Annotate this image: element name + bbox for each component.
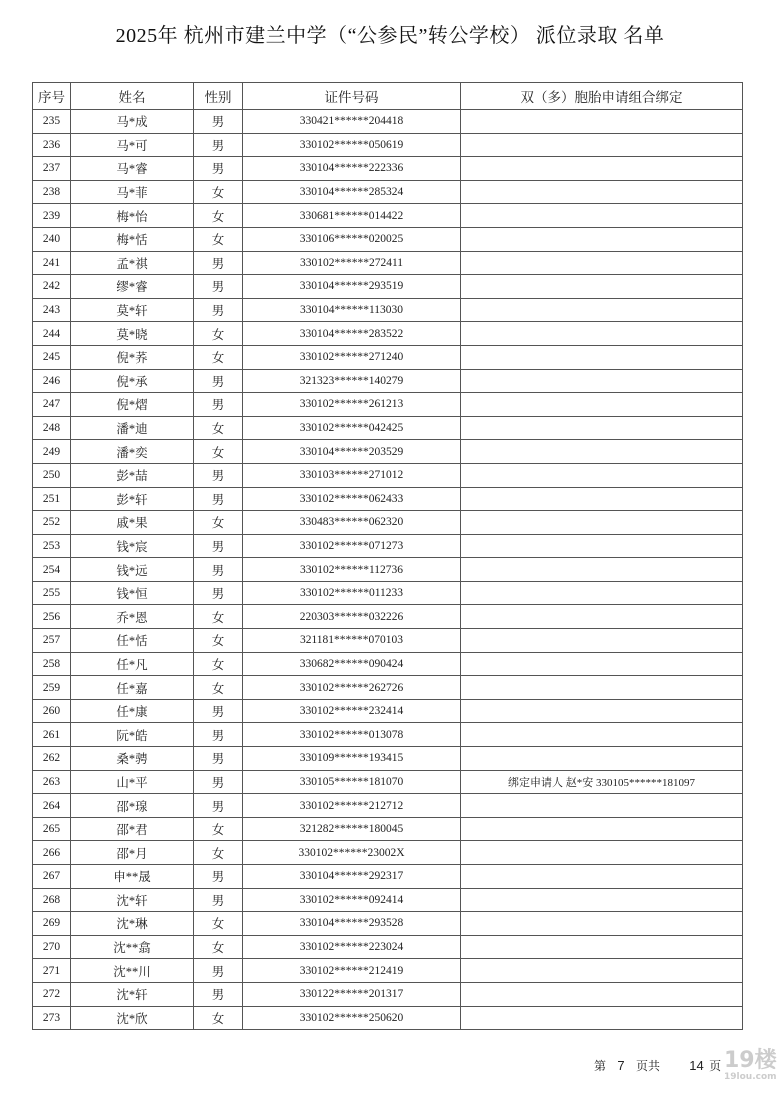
cell-name: 钱*宸 xyxy=(71,534,194,558)
cell-index: 252 xyxy=(33,511,71,535)
cell-gender: 女 xyxy=(194,180,243,204)
cell-gender: 男 xyxy=(194,558,243,582)
table-row xyxy=(33,817,743,841)
cell-twin-binding xyxy=(461,676,743,700)
cell-gender: 女 xyxy=(194,605,243,629)
cell-twin-binding xyxy=(461,133,743,157)
table-row xyxy=(33,487,743,511)
cell-twin-binding xyxy=(461,440,743,464)
table-row xyxy=(33,699,743,723)
cell-id-number: 330102******261213 xyxy=(243,393,461,417)
table-row xyxy=(33,157,743,181)
cell-id-number: 330102******223024 xyxy=(243,935,461,959)
cell-gender: 男 xyxy=(194,157,243,181)
cell-gender: 男 xyxy=(194,888,243,912)
cell-name: 彭*轩 xyxy=(71,487,194,511)
cell-id-number: 330104******285324 xyxy=(243,180,461,204)
table-header-row xyxy=(33,83,743,110)
table-row xyxy=(33,723,743,747)
cell-index: 245 xyxy=(33,345,71,369)
cell-index: 271 xyxy=(33,959,71,983)
cell-twin-binding xyxy=(461,180,743,204)
cell-gender: 男 xyxy=(194,581,243,605)
cell-index: 256 xyxy=(33,605,71,629)
cell-name: 倪*承 xyxy=(71,369,194,393)
cell-id-number: 330102******262726 xyxy=(243,676,461,700)
cell-id-number: 330102******271240 xyxy=(243,345,461,369)
cell-twin-binding xyxy=(461,699,743,723)
table-row xyxy=(33,581,743,605)
table-row xyxy=(33,204,743,228)
cell-index: 264 xyxy=(33,794,71,818)
table-row xyxy=(33,558,743,582)
cell-index: 244 xyxy=(33,322,71,346)
cell-name: 沈*轩 xyxy=(71,982,194,1006)
cell-twin-binding xyxy=(461,322,743,346)
cell-twin-binding xyxy=(461,888,743,912)
cell-name: 莫*轩 xyxy=(71,298,194,322)
table-row xyxy=(33,865,743,889)
admission-table xyxy=(32,82,743,1030)
cell-twin-binding xyxy=(461,841,743,865)
cell-gender: 男 xyxy=(194,275,243,299)
cell-id-number: 330102******272411 xyxy=(243,251,461,275)
cell-index: 267 xyxy=(33,865,71,889)
cell-gender: 男 xyxy=(194,393,243,417)
page-total: 14 xyxy=(689,1058,704,1073)
cell-twin-binding xyxy=(461,157,743,181)
cell-index: 253 xyxy=(33,534,71,558)
cell-id-number: 321181******070103 xyxy=(243,629,461,653)
cell-name: 山*平 xyxy=(71,770,194,794)
cell-index: 246 xyxy=(33,369,71,393)
cell-name: 马*睿 xyxy=(71,157,194,181)
cell-gender: 男 xyxy=(194,747,243,771)
cell-id-number: 330102******250620 xyxy=(243,1006,461,1030)
cell-id-number: 330102******212419 xyxy=(243,959,461,983)
cell-id-number: 330102******062433 xyxy=(243,487,461,511)
cell-index: 269 xyxy=(33,912,71,936)
cell-gender: 女 xyxy=(194,345,243,369)
cell-name: 沈*轩 xyxy=(71,888,194,912)
cell-gender: 女 xyxy=(194,676,243,700)
table-row xyxy=(33,534,743,558)
cell-name: 倪*熠 xyxy=(71,393,194,417)
cell-index: 241 xyxy=(33,251,71,275)
cell-id-number: 330104******222336 xyxy=(243,157,461,181)
cell-twin-binding xyxy=(461,605,743,629)
cell-id-number: 330102******232414 xyxy=(243,699,461,723)
cell-index: 258 xyxy=(33,652,71,676)
table-row xyxy=(33,180,743,204)
cell-id-number: 330102******050619 xyxy=(243,133,461,157)
table-row xyxy=(33,227,743,251)
cell-twin-binding xyxy=(461,747,743,771)
cell-index: 272 xyxy=(33,982,71,1006)
cell-name: 戚*果 xyxy=(71,511,194,535)
cell-id-number: 330104******292317 xyxy=(243,865,461,889)
cell-index: 259 xyxy=(33,676,71,700)
cell-name: 沈**川 xyxy=(71,959,194,983)
table-row xyxy=(33,133,743,157)
cell-twin-binding xyxy=(461,723,743,747)
cell-name: 任*凡 xyxy=(71,652,194,676)
cell-index: 247 xyxy=(33,393,71,417)
table-row xyxy=(33,912,743,936)
cell-index: 242 xyxy=(33,275,71,299)
cell-gender: 男 xyxy=(194,251,243,275)
table-row xyxy=(33,110,743,134)
cell-id-number: 330102******071273 xyxy=(243,534,461,558)
table-body xyxy=(33,110,743,1030)
cell-id-number: 330682******090424 xyxy=(243,652,461,676)
cell-twin-binding: 绑定申请人 赵*安 330105******181097 xyxy=(461,770,743,794)
cell-index: 239 xyxy=(33,204,71,228)
cell-index: 254 xyxy=(33,558,71,582)
cell-id-number: 330122******201317 xyxy=(243,982,461,1006)
cell-twin-binding xyxy=(461,817,743,841)
header-gender: 性别 xyxy=(194,83,243,110)
cell-index: 261 xyxy=(33,723,71,747)
cell-id-number: 330104******203529 xyxy=(243,440,461,464)
cell-id-number: 330102******011233 xyxy=(243,581,461,605)
page-prefix: 第 xyxy=(594,1059,607,1073)
cell-name: 任*恬 xyxy=(71,629,194,653)
cell-index: 266 xyxy=(33,841,71,865)
table-row xyxy=(33,935,743,959)
cell-gender: 女 xyxy=(194,817,243,841)
table-row xyxy=(33,841,743,865)
page-footer xyxy=(594,1057,729,1074)
cell-index: 257 xyxy=(33,629,71,653)
cell-twin-binding xyxy=(461,227,743,251)
cell-id-number: 220303******032226 xyxy=(243,605,461,629)
cell-twin-binding xyxy=(461,110,743,134)
cell-id-number: 330102******112736 xyxy=(243,558,461,582)
cell-gender: 男 xyxy=(194,298,243,322)
cell-id-number: 330681******014422 xyxy=(243,204,461,228)
cell-id-number: 330106******020025 xyxy=(243,227,461,251)
table-row xyxy=(33,1006,743,1030)
cell-name: 马*菲 xyxy=(71,180,194,204)
cell-name: 任*嘉 xyxy=(71,676,194,700)
cell-name: 莫*晓 xyxy=(71,322,194,346)
cell-twin-binding xyxy=(461,369,743,393)
cell-index: 262 xyxy=(33,747,71,771)
cell-gender: 男 xyxy=(194,487,243,511)
header-index: 序号 xyxy=(33,83,71,110)
document-title: 2025年 杭州市建兰中学（“公参民”转公学校） 派位录取 名单 xyxy=(115,25,665,47)
cell-index: 260 xyxy=(33,699,71,723)
table-row xyxy=(33,345,743,369)
cell-twin-binding xyxy=(461,463,743,487)
cell-name: 邵*君 xyxy=(71,817,194,841)
cell-index: 265 xyxy=(33,817,71,841)
cell-gender: 男 xyxy=(194,982,243,1006)
cell-twin-binding xyxy=(461,794,743,818)
cell-index: 273 xyxy=(33,1006,71,1030)
cell-gender: 男 xyxy=(194,534,243,558)
cell-index: 268 xyxy=(33,888,71,912)
cell-gender: 女 xyxy=(194,440,243,464)
cell-name: 沈**翕 xyxy=(71,935,194,959)
table-row xyxy=(33,369,743,393)
cell-id-number: 330102******042425 xyxy=(243,416,461,440)
cell-gender: 女 xyxy=(194,416,243,440)
cell-gender: 女 xyxy=(194,841,243,865)
cell-name: 倪*荞 xyxy=(71,345,194,369)
cell-id-number: 330102******013078 xyxy=(243,723,461,747)
cell-id-number: 330104******113030 xyxy=(243,298,461,322)
cell-twin-binding xyxy=(461,1006,743,1030)
cell-gender: 男 xyxy=(194,699,243,723)
cell-index: 250 xyxy=(33,463,71,487)
cell-twin-binding xyxy=(461,629,743,653)
watermark-url-text: 19lou.com xyxy=(724,1072,777,1082)
cell-name: 桑*骋 xyxy=(71,747,194,771)
cell-gender: 男 xyxy=(194,463,243,487)
cell-name: 马*可 xyxy=(71,133,194,157)
cell-id-number: 330109******193415 xyxy=(243,747,461,771)
cell-gender: 女 xyxy=(194,1006,243,1030)
cell-gender: 男 xyxy=(194,723,243,747)
cell-gender: 女 xyxy=(194,652,243,676)
cell-gender: 男 xyxy=(194,110,243,134)
watermark-logo-text: 19楼 xyxy=(724,1048,777,1073)
cell-twin-binding xyxy=(461,251,743,275)
cell-twin-binding xyxy=(461,275,743,299)
cell-name: 邵*月 xyxy=(71,841,194,865)
watermark-logo xyxy=(724,1050,777,1082)
cell-name: 乔*恩 xyxy=(71,605,194,629)
cell-name: 马*成 xyxy=(71,110,194,134)
cell-twin-binding xyxy=(461,298,743,322)
cell-index: 243 xyxy=(33,298,71,322)
table-row xyxy=(33,511,743,535)
cell-id-number: 330483******062320 xyxy=(243,511,461,535)
cell-twin-binding xyxy=(461,487,743,511)
cell-id-number: 321282******180045 xyxy=(243,817,461,841)
cell-id-number: 330102******092414 xyxy=(243,888,461,912)
cell-index: 248 xyxy=(33,416,71,440)
cell-gender: 女 xyxy=(194,935,243,959)
cell-id-number: 330102******212712 xyxy=(243,794,461,818)
table-row xyxy=(33,416,743,440)
cell-twin-binding xyxy=(461,935,743,959)
cell-gender: 女 xyxy=(194,511,243,535)
cell-id-number: 330103******271012 xyxy=(243,463,461,487)
table-row xyxy=(33,251,743,275)
cell-index: 249 xyxy=(33,440,71,464)
cell-index: 263 xyxy=(33,770,71,794)
page-suffix: 页 xyxy=(709,1059,722,1073)
header-name: 姓名 xyxy=(71,83,194,110)
cell-name: 潘*迪 xyxy=(71,416,194,440)
cell-name: 邵*瑔 xyxy=(71,794,194,818)
cell-index: 270 xyxy=(33,935,71,959)
cell-id-number: 330104******283522 xyxy=(243,322,461,346)
cell-name: 阮*皓 xyxy=(71,723,194,747)
cell-gender: 女 xyxy=(194,322,243,346)
cell-twin-binding xyxy=(461,416,743,440)
cell-name: 彭*喆 xyxy=(71,463,194,487)
cell-twin-binding xyxy=(461,581,743,605)
table-row xyxy=(33,463,743,487)
cell-name: 钱*远 xyxy=(71,558,194,582)
cell-gender: 女 xyxy=(194,629,243,653)
cell-name: 任*康 xyxy=(71,699,194,723)
cell-twin-binding xyxy=(461,865,743,889)
cell-gender: 男 xyxy=(194,133,243,157)
cell-name: 申**晟 xyxy=(71,865,194,889)
table-row xyxy=(33,982,743,1006)
cell-id-number: 330104******293519 xyxy=(243,275,461,299)
cell-index: 235 xyxy=(33,110,71,134)
cell-twin-binding xyxy=(461,393,743,417)
cell-gender: 女 xyxy=(194,204,243,228)
table-row xyxy=(33,298,743,322)
cell-gender: 男 xyxy=(194,865,243,889)
table-row xyxy=(33,676,743,700)
cell-index: 240 xyxy=(33,227,71,251)
cell-gender: 女 xyxy=(194,227,243,251)
cell-name: 钱*恒 xyxy=(71,581,194,605)
cell-index: 255 xyxy=(33,581,71,605)
cell-name: 沈*欣 xyxy=(71,1006,194,1030)
cell-name: 孟*祺 xyxy=(71,251,194,275)
cell-twin-binding xyxy=(461,345,743,369)
cell-twin-binding xyxy=(461,558,743,582)
cell-name: 沈*琳 xyxy=(71,912,194,936)
table-row xyxy=(33,440,743,464)
cell-name: 梅*怡 xyxy=(71,204,194,228)
cell-gender: 男 xyxy=(194,770,243,794)
cell-id-number: 330104******293528 xyxy=(243,912,461,936)
table-row xyxy=(33,393,743,417)
cell-index: 238 xyxy=(33,180,71,204)
cell-twin-binding xyxy=(461,652,743,676)
table-row xyxy=(33,652,743,676)
cell-gender: 女 xyxy=(194,912,243,936)
table-row xyxy=(33,959,743,983)
cell-id-number: 330105******181070 xyxy=(243,770,461,794)
cell-name: 梅*恬 xyxy=(71,227,194,251)
cell-index: 251 xyxy=(33,487,71,511)
table-row xyxy=(33,275,743,299)
cell-twin-binding xyxy=(461,204,743,228)
table-row xyxy=(33,629,743,653)
cell-name: 缪*睿 xyxy=(71,275,194,299)
cell-twin-binding xyxy=(461,511,743,535)
cell-gender: 男 xyxy=(194,959,243,983)
cell-index: 236 xyxy=(33,133,71,157)
header-id-number: 证件号码 xyxy=(243,83,461,110)
table-row xyxy=(33,605,743,629)
cell-twin-binding xyxy=(461,534,743,558)
table-row xyxy=(33,770,743,794)
cell-twin-binding xyxy=(461,959,743,983)
cell-twin-binding xyxy=(461,982,743,1006)
cell-gender: 男 xyxy=(194,794,243,818)
cell-twin-binding xyxy=(461,912,743,936)
table-row xyxy=(33,794,743,818)
cell-index: 237 xyxy=(33,157,71,181)
cell-id-number: 330421******204418 xyxy=(243,110,461,134)
table-row xyxy=(33,888,743,912)
table-row xyxy=(33,747,743,771)
cell-id-number: 321323******140279 xyxy=(243,369,461,393)
header-twin-binding: 双（多）胞胎申请组合绑定 xyxy=(461,83,743,110)
page-current: 7 xyxy=(617,1058,625,1073)
table-row xyxy=(33,322,743,346)
cell-gender: 男 xyxy=(194,369,243,393)
cell-name: 潘*奕 xyxy=(71,440,194,464)
cell-id-number: 330102******23002X xyxy=(243,841,461,865)
page-mid: 页共 xyxy=(635,1059,660,1073)
